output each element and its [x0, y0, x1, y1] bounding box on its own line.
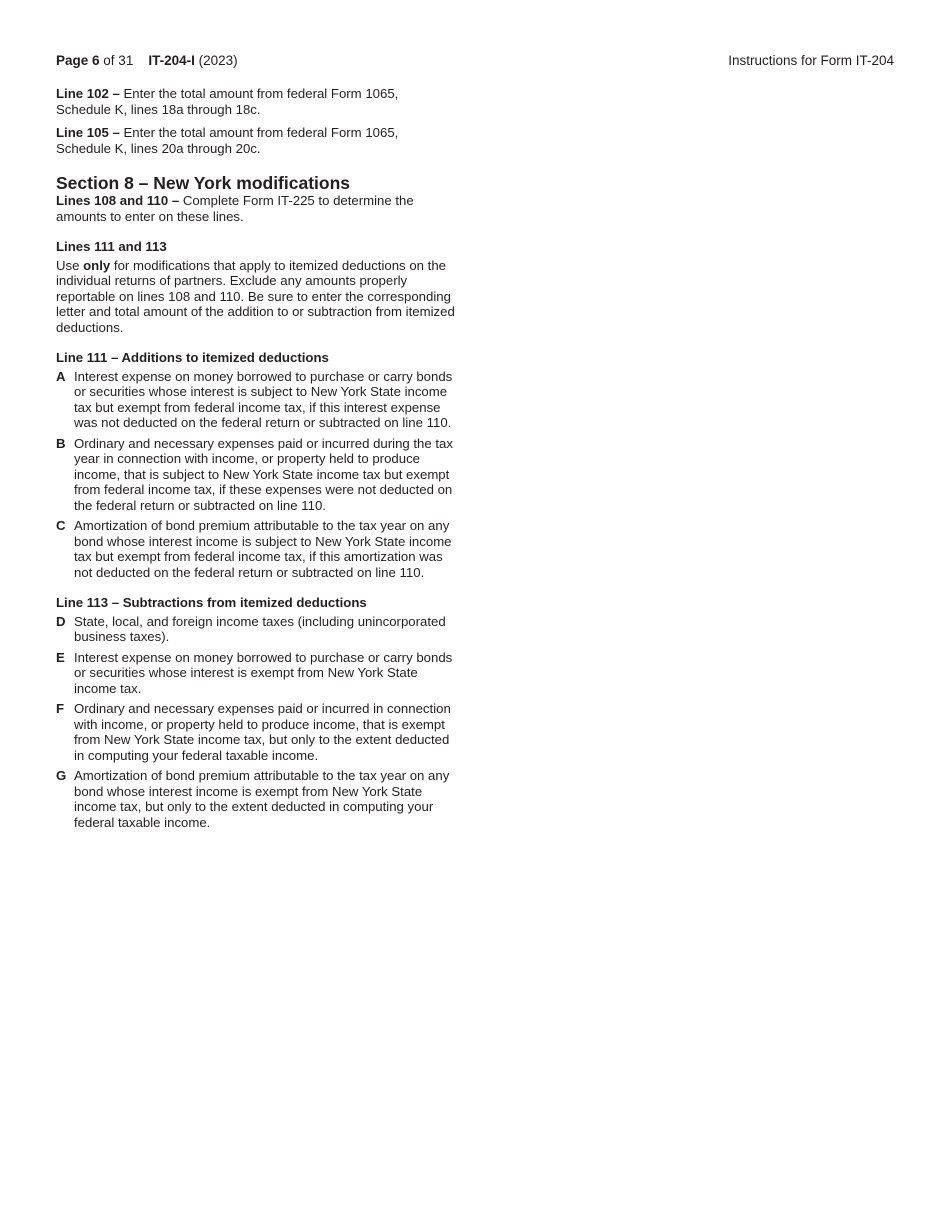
item-text: Interest expense on money borrowed to purchase or carry bonds or securities whose interest is exempt from New York State income tax. — [74, 649, 453, 696]
lines-108-110-text: Complete Form IT-225 to determine the amounts to enter on these lines. — [56, 193, 414, 224]
item-letter: D — [56, 613, 66, 629]
line-105-text: Enter the total amount from federal Form 1065, Schedule K, lines 20a through 20c. — [56, 125, 399, 156]
item-letter: C — [56, 518, 66, 533]
line-102-paragraph — [56, 86, 456, 117]
list-item — [56, 768, 456, 830]
item-text: Ordinary and necessary expenses paid or incurred during the tax year in connection with income, or property held to produce income, that is subject to New York State income tax but exempt from federal income tax, if these expenses were not deducted on the federal return or subtracted on line 110. — [74, 435, 453, 513]
item-text: State, local, and foreign income taxes (including unincorporated business taxes). — [74, 613, 446, 644]
item-text: Amortization of bond premium attributable to the tax year on any bond whose interest income is subject to New York State income tax but exempt from federal income tax, if this amortization was not deducted on the federal return or subtracted on line 110. — [74, 518, 452, 580]
lines-111-113-paragraph — [56, 258, 456, 336]
list-item — [56, 518, 456, 580]
item-letter: F — [56, 701, 65, 716]
page-header-right: Instructions for Form IT-204 — [728, 53, 894, 68]
section-8-title: Section 8 – New York modifications — [56, 173, 351, 193]
item-text: Interest expense on money borrowed to purchase or carry bonds or securities whose interest is subject to New York State income tax but exempt from federal income tax, if this interest expense was not deducted on the federal return or subtracted on line 110. — [74, 368, 453, 430]
lines-111-113-heading: Lines 111 and 113 — [56, 239, 167, 254]
item-letter: G — [56, 768, 67, 783]
line-102-text: Enter the total amount from federal Form 1065, Schedule K, lines 18a through 18c. — [56, 86, 399, 117]
list-item — [56, 650, 456, 697]
line-105-paragraph — [56, 125, 456, 156]
list-item — [56, 701, 456, 763]
lines-111-113-text-bold: only — [83, 257, 111, 273]
item-text: Amortization of bond premium attributable to the tax year on any bond whose interest income is exempt from New York State income tax, but only to the extent deducted in computing your federal taxable income. — [74, 768, 450, 830]
item-letter: A — [56, 368, 66, 384]
item-text: Ordinary and necessary expenses paid or incurred in connection with income, or property held to produce income, that is exempt from New York State income tax, but only to the extent deducted in computing your federal taxable income. — [74, 701, 451, 763]
line-111-list — [56, 369, 456, 581]
item-letter: B — [56, 435, 66, 451]
main-column — [56, 86, 456, 835]
lines-111-113-text-after: for modifications that apply to itemized deductions on the individual returns of partners. Exclude any amounts properly reportable on lines 108 and 110. Be sure to enter the corresponding letter and total amount of the addition to or subtraction from itemized deductions. — [56, 257, 455, 335]
line-102-label: Line 102 – — [56, 86, 120, 101]
section-8-intro — [56, 193, 456, 224]
line-113-list — [56, 614, 456, 831]
lines-108-110-label: Lines 108 and 110 – — [56, 193, 180, 208]
lines-111-113-text-before: Use — [56, 257, 80, 273]
list-item — [56, 436, 456, 514]
page-header-left — [56, 53, 238, 69]
line-105-label: Line 105 – — [56, 125, 120, 140]
line-113-heading: Line 113 – Subtractions from itemized deductions — [56, 595, 367, 610]
page-number: Page 6 — [56, 53, 100, 68]
list-item — [56, 369, 456, 431]
list-item — [56, 614, 456, 645]
item-letter: E — [56, 649, 65, 665]
form-year: (2023) — [198, 53, 238, 68]
form-id: IT-204-I — [148, 53, 195, 68]
line-111-heading: Line 111 – Additions to itemized deductions — [56, 350, 329, 365]
page-total: of 31 — [103, 53, 134, 68]
